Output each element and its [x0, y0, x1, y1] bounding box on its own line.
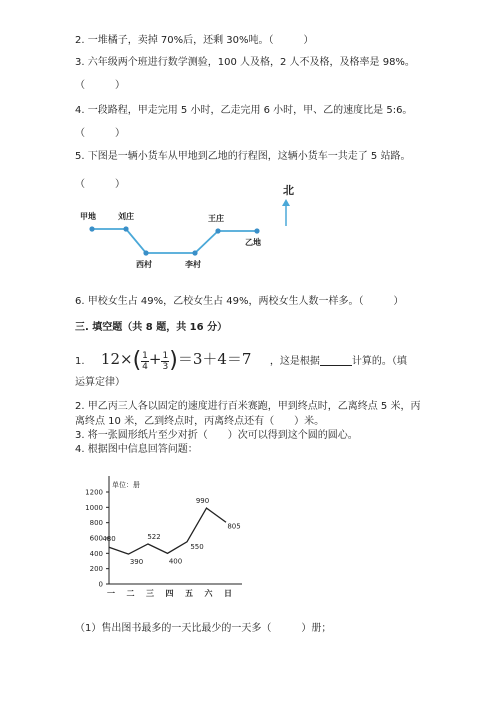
- data-point-label: 805: [227, 522, 241, 531]
- question-6: 6. 甲校女生占 49%，乙校女生占 49%，两校女生人数一样多。（ ）: [75, 296, 404, 307]
- q1-right-paren: ): [169, 348, 178, 373]
- x-tick-label: 三: [146, 589, 154, 598]
- fill-question-2-line1: 2. 甲乙丙三人各以固定的速度进行百米赛跑，甲到终点时，乙离终点 5 米，丙: [75, 401, 421, 412]
- fill-question-3: 3. 将一张圆形纸片至少对折（ ）次可以得到这个圆的圆心。: [75, 430, 358, 441]
- y-tick-label: 0: [98, 580, 103, 589]
- q1-frac2-numerator: 1: [162, 350, 169, 361]
- q1-text: ，这是根据: [269, 356, 320, 367]
- route-stop-dot: [254, 228, 259, 233]
- route-stop-label: 乙地: [245, 238, 261, 247]
- x-tick-label: 日: [224, 589, 232, 598]
- x-tick-label: 一: [107, 589, 115, 598]
- q1-tail: ＝3＋4＝7: [177, 350, 252, 368]
- q1-frac2-denominator: 3: [162, 361, 169, 372]
- data-point-label: 522: [147, 532, 161, 541]
- x-tick-label: 二: [126, 589, 135, 598]
- q1-left-paren: (: [132, 348, 142, 373]
- section-3-title: 三. 填空题（共 8 题，共 16 分）: [75, 322, 228, 333]
- data-point-label: 400: [168, 557, 183, 566]
- route-stop-dot: [215, 228, 220, 233]
- q1-lead: 12×: [100, 350, 133, 368]
- question-4-paren: （ ）: [75, 128, 125, 139]
- fill-question-2-line2: 离终点 10 米，乙到终点时，丙离终点还有（ ）米。: [75, 416, 325, 427]
- route-stop-dot: [89, 226, 94, 231]
- route-stop-label: 甲地: [80, 212, 96, 221]
- north-arrow-head: [282, 199, 290, 206]
- fill-question-4-sub1: （1）售出图书最多的一天比最少的一天多（ ）册；: [75, 623, 332, 634]
- route-stop-dot: [123, 226, 128, 231]
- data-point-label: 390: [129, 558, 144, 567]
- book-sales-chart: [80, 472, 250, 607]
- question-3-paren: （ ）: [75, 80, 125, 91]
- question-2: 2. 一堆橘子，卖掉 70%后，还剩 30%吨。（ ）: [75, 35, 314, 46]
- q1-text2: 计算的。（填: [351, 356, 407, 367]
- q1-frac1-numerator: 1: [142, 350, 148, 361]
- x-tick-label: 六: [204, 589, 213, 598]
- fill-question-4: 4. 根据图中信息回答问题：: [75, 444, 198, 455]
- q1-plus: +: [148, 350, 162, 368]
- data-point-label: 480: [102, 535, 116, 544]
- route-stop-label: 西村: [136, 260, 152, 269]
- y-tick-label: 200: [89, 565, 103, 574]
- y-tick-label: 400: [89, 549, 103, 558]
- route-stop-label: 李村: [185, 260, 201, 269]
- north-arrow: [282, 184, 294, 226]
- y-tick-label: 800: [89, 519, 103, 528]
- fill-question-1-line2: 运算定律）: [75, 377, 125, 388]
- route-stop-label: 刘庄: [118, 212, 134, 221]
- x-tick-label: 五: [185, 589, 193, 598]
- chart-unit-title: 单位：册: [112, 481, 140, 489]
- route-stop-label: 王庄: [208, 214, 224, 223]
- route-stop-dot: [143, 250, 148, 255]
- y-tick-label: 1000: [85, 503, 103, 512]
- q1-blank[interactable]: [320, 355, 352, 366]
- q1-number: 1.: [75, 356, 85, 367]
- x-tick-label: 四: [165, 589, 174, 598]
- question-4: 4. 一段路程，甲走完用 5 小时，乙走完用 6 小时，甲、乙的速度比是 5:6。: [75, 105, 413, 116]
- question-5: 5. 下图是一辆小货车从甲地到乙地的行程图，这辆小货车一共走了 5 站路。: [75, 151, 411, 162]
- y-tick-label: 1200: [85, 488, 103, 497]
- north-label: 北: [283, 184, 294, 197]
- fill-question-1: [75, 348, 407, 373]
- route-stop-dot: [192, 250, 197, 255]
- y-tick-label: 600: [89, 534, 103, 543]
- q1-fraction-1: [141, 351, 149, 372]
- sales-line: [109, 508, 226, 554]
- data-point-label: 990: [195, 497, 210, 506]
- route-line: [92, 229, 257, 253]
- q1-frac1-denominator: 4: [142, 361, 148, 372]
- question-3: 3. 六年级两个班进行数学测验，100 人及格，2 人不及格，及格率是 98%。: [75, 57, 415, 68]
- question-5-paren: （ ）: [75, 179, 125, 190]
- data-point-label: 550: [190, 542, 204, 551]
